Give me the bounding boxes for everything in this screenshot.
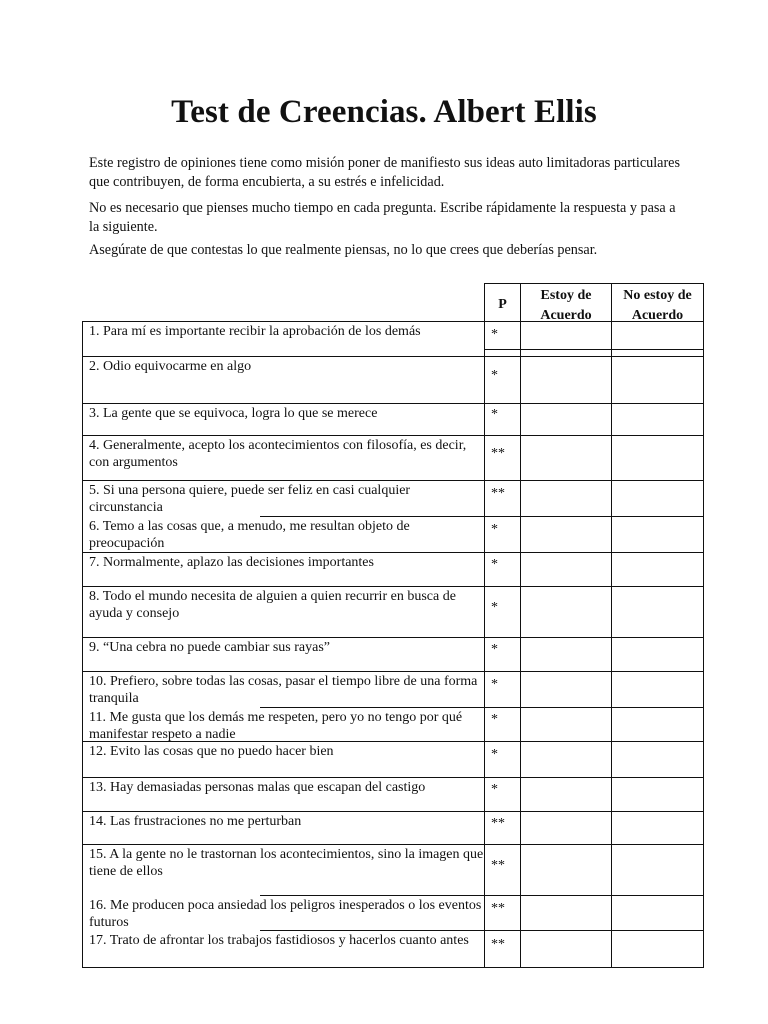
agree-cell[interactable] — [520, 321, 612, 356]
disagree-cell[interactable] — [611, 741, 704, 777]
disagree-cell[interactable] — [611, 586, 704, 637]
document-title: Test de Creencias. Albert Ellis — [171, 94, 597, 130]
disagree-cell[interactable] — [611, 895, 704, 930]
table-row — [82, 586, 704, 637]
priority-mark: * — [484, 707, 521, 741]
intro-paragraph-2: No es necesario que pienses mucho tiempo en cada pregunta. Escribe rápidamente la respuesta y pasa a la siguiente. — [89, 200, 676, 235]
priority-mark: * — [484, 516, 521, 552]
column-header-disagree: No estoy de Acuerdo — [611, 283, 704, 350]
agree-cell[interactable] — [520, 516, 612, 552]
row-divider — [82, 777, 704, 778]
disagree-cell[interactable] — [611, 811, 704, 844]
priority-mark: ** — [484, 844, 521, 895]
disagree-cell[interactable] — [611, 637, 704, 671]
agree-cell[interactable] — [520, 741, 612, 777]
priority-mark: ** — [484, 435, 521, 480]
agree-cell[interactable] — [520, 435, 612, 480]
priority-mark: ** — [484, 480, 521, 516]
question-text: 16. Me producen poca ansiedad los peligros inesperados o los eventos futuros — [82, 895, 485, 930]
disagree-cell[interactable] — [611, 930, 704, 968]
table-row — [82, 480, 704, 516]
priority-mark: * — [484, 637, 521, 671]
table-row — [82, 777, 704, 811]
questionnaire-table — [82, 321, 704, 968]
agree-cell[interactable] — [520, 480, 612, 516]
priority-mark: * — [484, 321, 521, 356]
question-text: 13. Hay demasiadas personas malas que escapan del castigo — [82, 777, 485, 811]
priority-mark: * — [484, 403, 521, 435]
priority-mark: * — [484, 671, 521, 707]
question-text: 15. A la gente no le trastornan los acontecimientos, sino la imagen que tiene de ellos — [82, 844, 485, 895]
agree-cell[interactable] — [520, 552, 612, 586]
priority-mark: ** — [484, 930, 521, 968]
fill-line — [82, 741, 102, 742]
table-row — [82, 552, 704, 586]
question-text: 10. Prefiero, sobre todas las cosas, pasar el tiempo libre de una forma tranquila — [82, 671, 485, 707]
table-row — [82, 930, 704, 968]
row-divider — [82, 967, 704, 968]
row-divider — [82, 671, 704, 672]
priority-mark: ** — [484, 895, 521, 930]
question-text: 6. Temo a las cosas que, a menudo, me resultan objeto de preocupación — [82, 516, 485, 552]
agree-cell[interactable] — [520, 637, 612, 671]
table-row — [82, 516, 704, 552]
agree-cell[interactable] — [520, 671, 612, 707]
question-text: 12. Evito las cosas que no puedo hacer bien — [82, 741, 485, 777]
column-divider — [484, 707, 704, 708]
column-header-p: P — [484, 283, 521, 350]
disagree-cell[interactable] — [611, 844, 704, 895]
disagree-cell[interactable] — [611, 356, 704, 403]
agree-cell[interactable] — [520, 811, 612, 844]
table-row — [82, 403, 704, 435]
agree-cell[interactable] — [520, 707, 612, 741]
disagree-cell[interactable] — [611, 707, 704, 741]
fill-line — [260, 707, 484, 708]
priority-mark: ** — [484, 811, 521, 844]
question-text: 17. Trato de afrontar los trabajos fastidiosos y hacerlos cuanto antes — [82, 930, 485, 968]
table-row — [82, 671, 704, 707]
row-divider — [82, 403, 704, 404]
disagree-cell[interactable] — [611, 480, 704, 516]
disagree-cell[interactable] — [611, 777, 704, 811]
question-text: 8. Todo el mundo necesita de alguien a quien recurrir en busca de ayuda y consejo — [82, 586, 485, 637]
row-divider — [82, 435, 704, 436]
fill-line — [260, 895, 484, 896]
question-text: 3. La gente que se equivoca, logra lo que se merece — [82, 403, 485, 435]
disagree-cell[interactable] — [611, 552, 704, 586]
fill-line — [82, 967, 102, 968]
disagree-cell[interactable] — [611, 671, 704, 707]
disagree-cell[interactable] — [611, 516, 704, 552]
priority-mark: * — [484, 552, 521, 586]
intro-paragraph-3: Asegúrate de que contestas lo que realmente piensas, no lo que crees que deberías pensar. — [89, 242, 598, 258]
fill-line — [260, 516, 484, 517]
priority-mark: * — [484, 777, 521, 811]
intro-paragraph-1: Este registro de opiniones tiene como misión poner de manifiesto sus ideas auto limitadoras particulares que contribuyen, de forma encubierta, a su estrés e infelicidad. — [89, 155, 680, 190]
table-row — [82, 637, 704, 671]
priority-mark: * — [484, 356, 521, 403]
fill-line — [260, 930, 484, 931]
table-row — [82, 811, 704, 844]
column-header-agree: Estoy de Acuerdo — [520, 283, 612, 350]
disagree-cell[interactable] — [611, 321, 704, 356]
agree-cell[interactable] — [520, 844, 612, 895]
question-text: 9. “Una cebra no puede cambiar sus rayas” — [82, 637, 485, 671]
table-row — [82, 741, 704, 777]
question-text: 1. Para mí es importante recibir la aprobación de los demás — [82, 321, 485, 356]
row-divider — [82, 321, 704, 322]
question-text: 4. Generalmente, acepto los acontecimientos con filosofía, es decir, con argumentos — [82, 435, 485, 480]
table-row — [82, 895, 704, 930]
column-divider — [484, 930, 704, 931]
agree-cell[interactable] — [520, 930, 612, 968]
question-text: 2. Odio equivocarme en algo — [82, 356, 485, 403]
column-divider — [484, 516, 704, 517]
row-divider — [82, 356, 704, 357]
fill-line — [82, 637, 102, 638]
row-divider — [82, 552, 704, 553]
table-row — [82, 844, 704, 895]
row-divider — [82, 844, 704, 845]
question-text: 11. Me gusta que los demás me respeten, pero yo no tengo por qué manifestar respeto a nadie — [82, 707, 485, 741]
priority-mark: * — [484, 586, 521, 637]
table-row — [82, 707, 704, 741]
agree-cell[interactable] — [520, 895, 612, 930]
fill-line — [82, 552, 102, 553]
row-divider — [82, 741, 704, 742]
row-divider — [82, 480, 704, 481]
row-divider — [82, 637, 704, 638]
question-text: 5. Si una persona quiere, puede ser feliz en casi cualquier circunstancia — [82, 480, 485, 516]
disagree-cell[interactable] — [611, 435, 704, 480]
table-row — [82, 435, 704, 480]
agree-cell[interactable] — [520, 356, 612, 403]
column-divider — [484, 895, 704, 896]
question-text: 14. Las frustraciones no me perturban — [82, 811, 485, 844]
agree-cell[interactable] — [520, 403, 612, 435]
table-row — [82, 356, 704, 403]
row-divider — [82, 811, 704, 812]
agree-cell[interactable] — [520, 777, 612, 811]
question-text: 7. Normalmente, aplazo las decisiones importantes — [82, 552, 485, 586]
row-divider — [82, 586, 704, 587]
priority-mark: * — [484, 741, 521, 777]
disagree-cell[interactable] — [611, 403, 704, 435]
agree-cell[interactable] — [520, 586, 612, 637]
table-row — [82, 321, 704, 356]
